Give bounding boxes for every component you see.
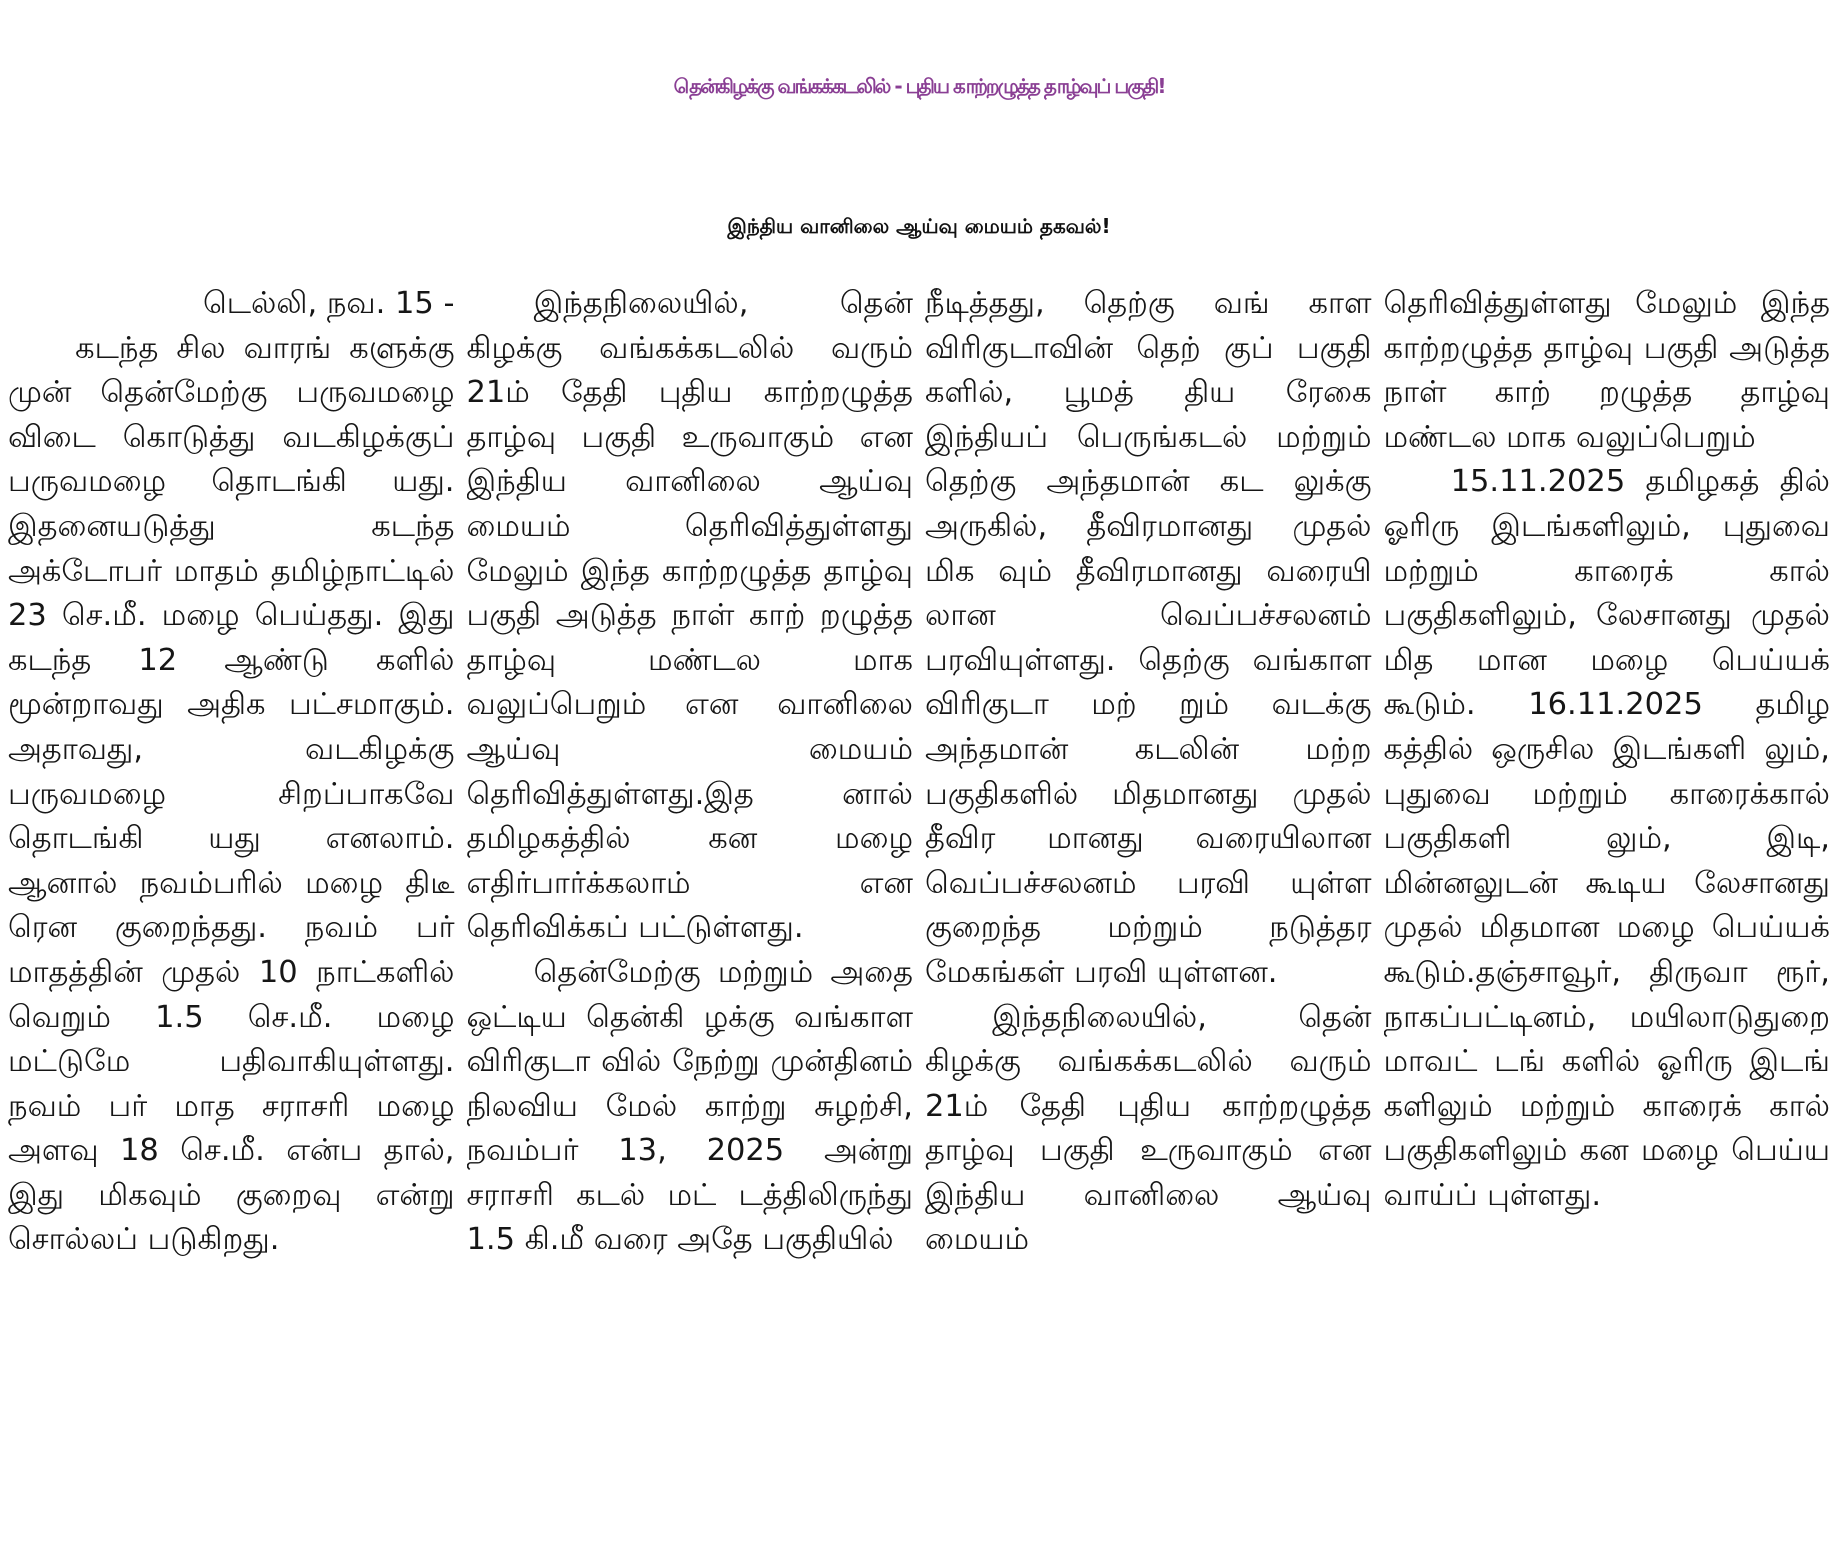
paragraph: கடந்த சில வாரங் களுக்கு முன் தென்மேற்கு பருவமழை விடை கொடுத்து வடகிழக்குப் பருவமழை தொடங்கி யது. இதனையடுத்து கடந்த அக்டோபர் மாதம் தமிழ்நாட்டில் 23 செ.மீ. மழை பெய்தது. இது கடந்த 12 ஆண்டு களில் மூன்றாவது அதிக பட்சமாகும். அதாவது, வடகிழக்கு பருவமழை சிறப்பாகவே தொடங்கி யது எனலாம். ஆனால் நவம்பரில் மழை திடீ ரென குறைந்தது. நவம் பர் மாதத்தின் முதல் 10 நாட்களில் வெறும் 1.5 செ.மீ. மழை மட்டுமே பதிவாகியுள்ளது. நவம் பர் மாத சராசரி மழை அளவு 18 செ.மீ. என்ப தால், இது மிகவும் குறைவு என்று சொல்லப் படுகிறது.	[8, 330, 455, 1258]
article-column-1	[8, 282, 455, 1540]
headline: தென்கிழக்கு வங்கக்கடலில் - புதிய காற்றழுத்த தாழ்வுப் பகுதி!	[673, 74, 1165, 98]
dateline: டெல்லி, நவ. 15 -	[203, 286, 455, 321]
article-column-3	[925, 282, 1372, 1540]
paragraph: நீடித்தது, தெற்கு வங் காள விரிகுடாவின் தெற் குப் பகுதி களில், பூமத் திய ரேகை இந்தியப் பெருங்கடல் மற்றும் தெற்கு அந்தமான் கட லுக்கு அருகில், தீவிரமானது முதல் மிக வும் தீவிரமானது வரையி லான வெப்பச்சலனம் பரவியுள்ளது. தெற்கு வங்காள விரிகுடா மற் றும் வடக்கு அந்தமான் கடலின் மற்ற பகுதிகளில் மிதமானது முதல் தீவிர மானது வரையிலான வெப்பச்சலனம் பரவி யுள்ள குறைந்த மற்றும் நடுத்தர மேகங்கள் பரவி யுள்ளன.	[925, 286, 1372, 990]
paragraph: இந்தநிலையில், தென் கிழக்கு வங்கக்கடலில் வரும் 21ம் தேதி புதிய காற்றழுத்த தாழ்வு பகுதி உருவாகும் என இந்திய வானிலை ஆய்வு மையம்	[925, 999, 1372, 1258]
paragraph: தென்மேற்கு மற்றும் அதை ஒட்டிய தென்கி ழக்கு வங்காள விரிகுடா வில் நேற்று முன்தினம் நிலவிய மேல் காற்று சுழற்சி, நவம்பர் 13, 2025 அன்று சராசரி கடல் மட் டத்திலிருந்து 1.5 கி.மீ வரை அதே பகுதியில்	[466, 954, 913, 1258]
paragraph: இந்தநிலையில், தென் கிழக்கு வங்கக்கடலில் வரும் 21ம் தேதி புதிய காற்றழுத்த தாழ்வு பகுதி உருவாகும் என இந்திய வானிலை ஆய்வு மையம் தெரிவித்துள்ளது மேலும் இந்த காற்றழுத்த தாழ்வு பகுதி அடுத்த நாள் காற் றழுத்த தாழ்வு மண்டல மாக வலுப்பெறும் என வானிலை ஆய்வு மையம் தெரிவித்துள்ளது.இத னால் தமிழகத்தில் கன மழை எதிர்பார்க்கலாம் என தெரிவிக்கப் பட்டுள்ளது.	[466, 286, 913, 946]
article-column-2	[467, 282, 914, 1540]
article-body	[8, 282, 1830, 1540]
paragraph: தெரிவித்துள்ளது மேலும் இந்த காற்றழுத்த தாழ்வு பகுதி அடுத்த நாள் காற் றழுத்த தாழ்வு மண்டல மாக வலுப்பெறும்	[1383, 286, 1830, 455]
paragraph: 15.11.2025 தமிழகத் தில் ஓரிரு இடங்களிலும், புதுவை மற்றும் காரைக் கால் பகுதிகளிலும், லேசானது முதல் மித மான மழை பெய்யக் கூடும். 16.11.2025 தமிழ கத்தில் ஒருசில இடங்களி லும், புதுவை மற்றும் காரைக்கால் பகுதிகளி லும், இடி, மின்னலுடன் கூடிய லேசானது முதல் மிதமான மழை பெய்யக் கூடும்.தஞ்சாவூர், திருவா ரூர், நாகப்பட்டினம், மயிலாடுதுறை மாவட் டங் களில் ஓரிரு இடங் களிலும் மற்றும் காரைக் கால் பகுதிகளிலும் கன மழை பெய்ய வாய்ப் புள்ளது.	[1383, 464, 1830, 1213]
subheadline: இந்திய வானிலை ஆய்வு மையம் தகவல்!	[727, 213, 1111, 238]
article-column-4	[1384, 282, 1831, 1540]
